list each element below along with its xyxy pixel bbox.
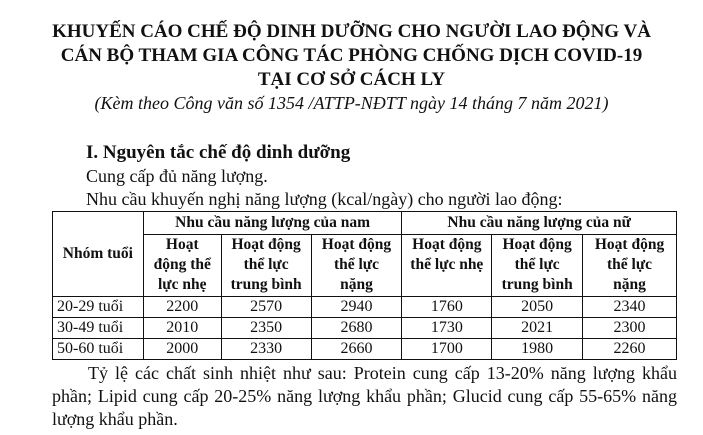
value-cell: 2340 [583, 297, 677, 318]
table-row [53, 339, 677, 360]
value-cell: 2300 [583, 318, 677, 339]
macronutrient-text: Tỷ lệ các chất sinh nhiệt như sau: Protein cung cấp 13-20% năng lượng khẩu phần; Lipid cung cấp 20-25% năng lượng khẩu phần; Glucid cung cấp 55-65% năng lượng khẩu phần. [52, 363, 677, 429]
value-cell: 2660 [311, 339, 402, 360]
age-group-header: Nhóm tuổi [53, 212, 144, 297]
value-cell: 2940 [311, 297, 402, 318]
value-cell: 2010 [143, 318, 221, 339]
female-moderate-header: Hoạt động thể lực trung bình [492, 235, 583, 297]
value-cell: 2000 [143, 339, 221, 360]
male-group-header: Nhu cầu năng lượng của nam [143, 212, 402, 235]
document-subtitle: (Kèm theo Công văn số 1354 /ATTP-NĐTT ngày 14 tháng 7 năm 2021) [94, 93, 609, 113]
energy-requirements-table [52, 211, 677, 360]
age-cell: 30-49 tuổi [53, 318, 144, 339]
female-light-header: Hoạt động thể lực nhẹ [402, 235, 492, 297]
paragraph-table-intro: Nhu cầu khuyến nghị năng lượng (kcal/ngày) cho người lao động: [86, 189, 563, 209]
value-cell: 2350 [221, 318, 311, 339]
value-cell: 1760 [402, 297, 492, 318]
female-heavy-header: Hoạt động thể lực nặng [583, 235, 677, 297]
value-cell: 2570 [221, 297, 311, 318]
male-moderate-header: Hoạt động thể lực trung bình [221, 235, 311, 297]
value-cell: 1980 [492, 339, 583, 360]
value-cell: 1700 [402, 339, 492, 360]
document-title-line-3: TẠI CƠ SỞ CÁCH LY [257, 69, 446, 90]
value-cell: 2200 [143, 297, 221, 318]
value-cell: 2260 [583, 339, 677, 360]
value-cell: 1730 [402, 318, 492, 339]
value-cell: 2050 [492, 297, 583, 318]
male-light-header: Hoạt động thể lực nhẹ [143, 235, 221, 297]
section-heading: I. Nguyên tắc chế độ dinh dưỡng [86, 142, 351, 163]
table-row [53, 318, 677, 339]
value-cell: 2021 [492, 318, 583, 339]
macronutrient-paragraph [52, 362, 677, 431]
age-cell: 20-29 tuổi [53, 297, 144, 318]
value-cell: 2680 [311, 318, 402, 339]
document-title-line-1: KHUYẾN CÁO CHẾ ĐỘ DINH DƯỠNG CHO NGƯỜI LAO ĐỘNG VÀ [52, 21, 651, 42]
value-cell: 2330 [221, 339, 311, 360]
document-title-line-2: CÁN BỘ THAM GIA CÔNG TÁC PHÒNG CHỐNG DỊCH COVID-19 [60, 45, 643, 66]
female-group-header: Nhu cầu năng lượng của nữ [402, 212, 677, 235]
paragraph-energy: Cung cấp đủ năng lượng. [86, 166, 268, 186]
table-row [53, 297, 677, 318]
age-cell: 50-60 tuổi [53, 339, 144, 360]
male-heavy-header: Hoạt động thể lực nặng [311, 235, 402, 297]
